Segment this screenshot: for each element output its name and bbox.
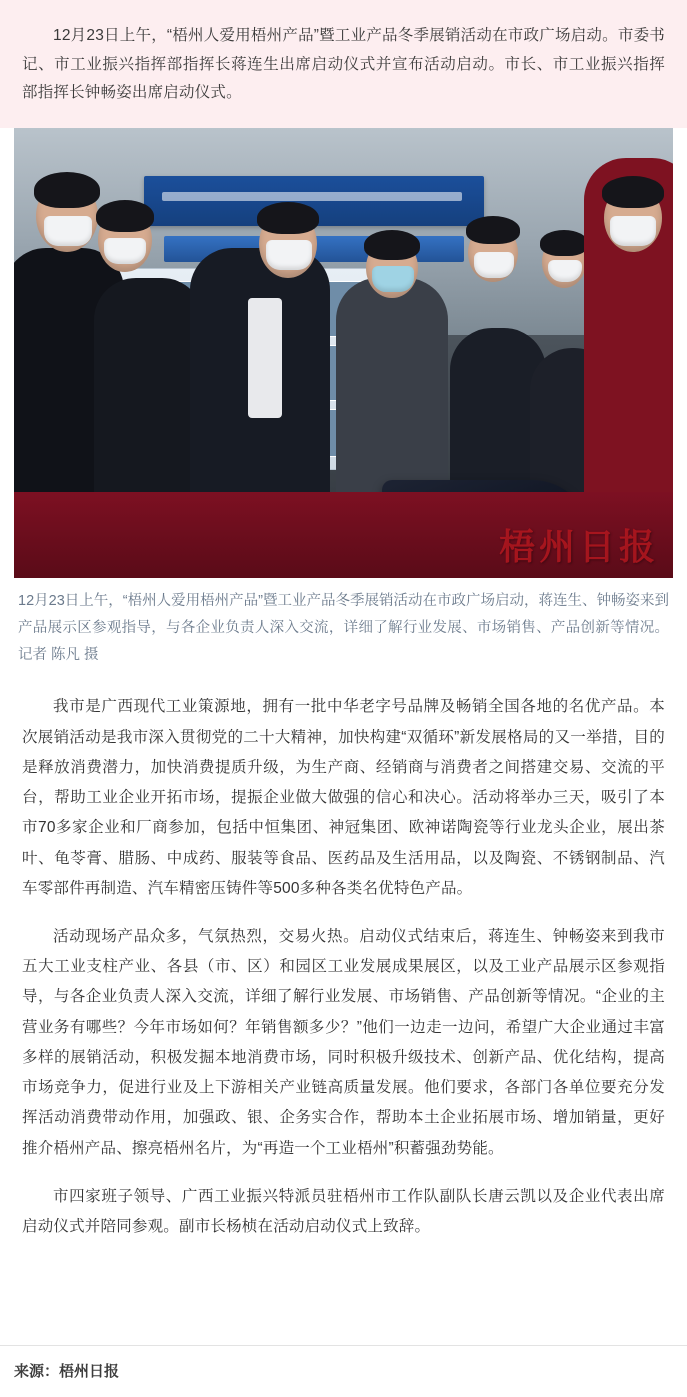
article-photo	[14, 128, 673, 578]
article-lead-text: 12月23日上午，“梧州人爱用梧州产品”暨工业产品冬季展销活动在市政广场启动。市委书记、市工业振兴指挥部指挥长蒋连生出席启动仪式并宣布活动启动。市长、市工业振兴指挥部指挥长钟畅姿出席启动仪式。	[22, 27, 665, 102]
article-paragraph-3: 市四家班子领导、广西工业振兴特派员驻梧州市工作队副队长唐云凯以及企业代表出席启动仪式并陪同参观。副市长杨桢在活动启动仪式上致辞。	[22, 1187, 665, 1235]
photo-person-4-hair	[364, 230, 420, 260]
photo-person-3-hair	[257, 202, 319, 234]
photo-person-5-mask	[474, 252, 514, 278]
photo-person-6-hair	[540, 230, 588, 256]
article-paragraph-2: 活动现场产品众多，气氛热烈，交易火热。启动仪式结束后，蒋连生、钟畅姿来到我市五大工业支柱产业、各县（市、区）和园区工业发展成果展区，以及工业产品展示区参观指导，与各企业负责人深入交流，详细了解行业发展、市场销售、产品创新等情况。“企业的主营业务有哪些？今年市场如何？年销售额多少？”他们一边走一边问，希望广大企业通过丰富多样的展销活动，积极发掘本地消费市场，同时积极升级技术、创新产品、优化结构，提高市场竞争力，促进行业及上下游相关产业链高质量发展。他们要求，各部门各单位要充分发挥活动消费带动作用，加强政、银、企务实合作，帮助本土企业拓展市场、增加销量，更好推介梧州产品、擦亮梧州名片，为“再造一个工业梧州”积蓄强劲势能。	[22, 927, 665, 1157]
photo-person-2-mask	[104, 238, 146, 264]
article-photo-container	[14, 128, 673, 578]
article-paragraph-1: 我市是广西现代工业策源地，拥有一批中华老字号品牌及畅销全国各地的名优产品。本次展销活动是我市深入贯彻党的二十大精神，加快构建“双循环”新发展格局的又一举措，目的是释放消费潜力，加快消费提质升级，为生产商、经销商与消费者之间搭建交易、交流的平台，帮助工业企业开拓市场，提振企业做大做强的信心和决心。活动将举办三天，吸引了本市70多家企业和厂商参加，包括中恒集团、神冠集团、欧神诺陶瓷等行业龙头企业，展出茶叶、龟苓膏、腊肠、中成药、服装等食品、医药品及生活用品，以及陶瓷、不锈钢制品、汽车零部件再制造、汽车精密压铸件等500多种各类名优特色产品。	[22, 698, 665, 897]
photo-person-4-mask	[372, 266, 414, 292]
photo-watermark: 梧州日报	[498, 526, 659, 569]
photo-person-5-hair	[466, 216, 520, 244]
photo-person-6-mask	[548, 260, 582, 282]
photo-caption: 12月23日上午，“梧州人爱用梧州产品”暨工业产品冬季展销活动在市政广场启动，蒋连生、钟畅姿来到产品展示区参观指导，与各企业负责人深入交流，详细了解行业发展、市场销售、产品创新等情况。记者 陈凡 摄	[18, 593, 669, 663]
article-source: 来源：梧州日报	[14, 1363, 120, 1380]
photo-person-1-hair	[34, 172, 100, 208]
article-lead-block	[0, 0, 687, 128]
article-footer	[0, 1345, 687, 1397]
photo-person-2-hair	[96, 200, 154, 232]
photo-person-7-hair	[602, 176, 664, 208]
photo-person-3-mask	[266, 240, 312, 270]
article-body	[0, 668, 687, 1242]
photo-person-7-mask	[610, 216, 656, 246]
photo-person-3-shirt	[248, 298, 282, 418]
photo-person-1-mask	[44, 216, 92, 246]
